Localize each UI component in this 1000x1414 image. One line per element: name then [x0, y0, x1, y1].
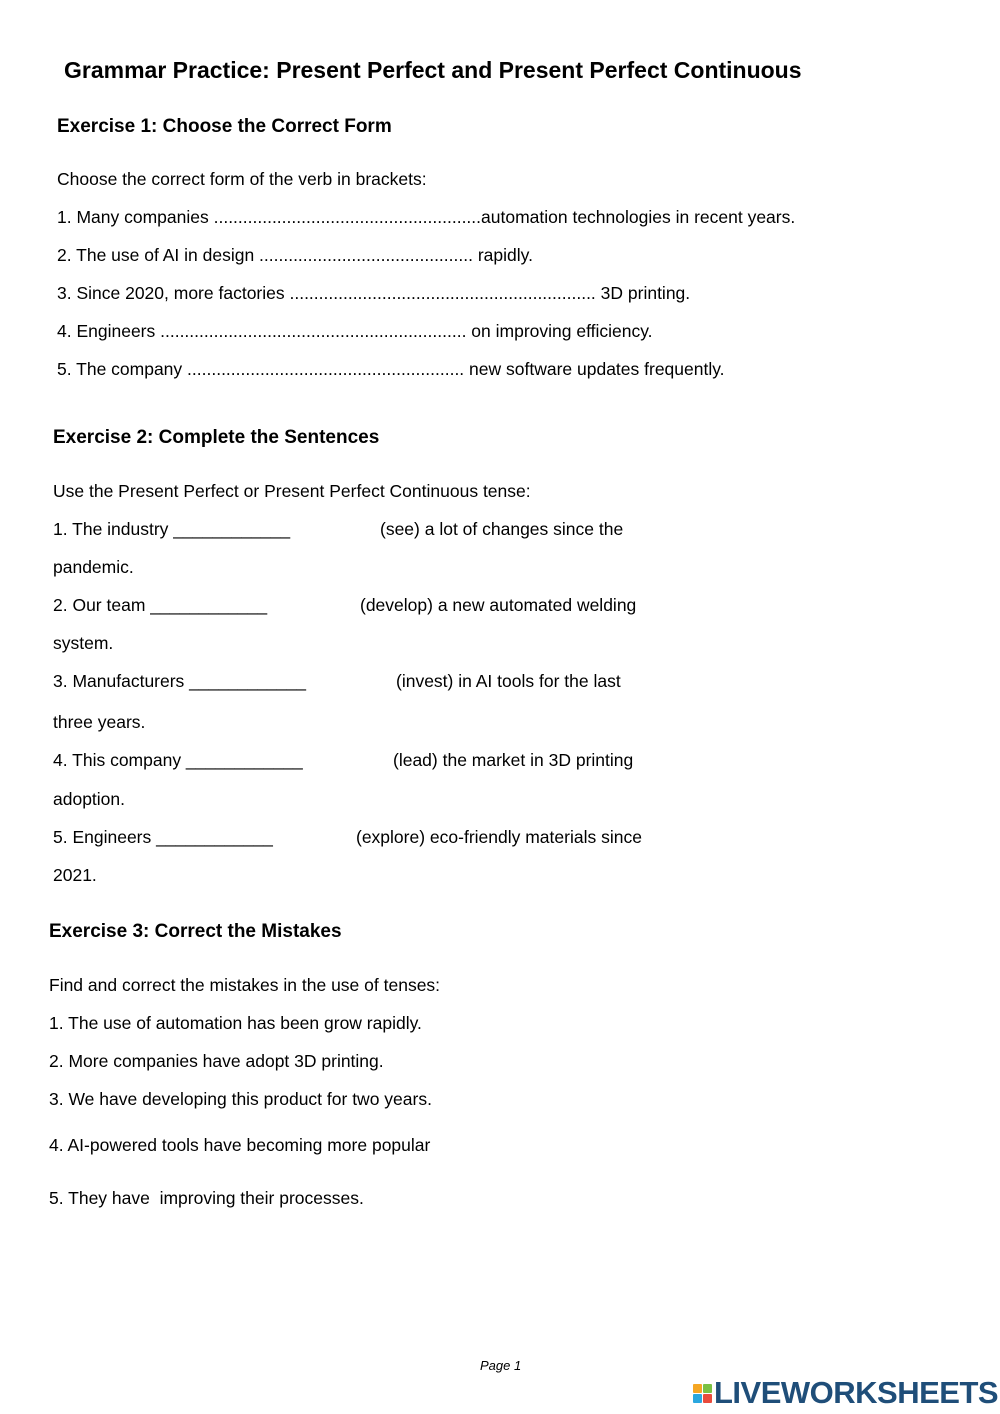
exercise3-item: 1. The use of automation has been grow rapidly. — [49, 1013, 422, 1033]
exercise3-item: 2. More companies have adopt 3D printing. — [49, 1051, 384, 1071]
exercise2-item-verb: (invest) in AI tools for the last — [396, 671, 621, 691]
liveworksheets-logo[interactable] — [693, 1375, 998, 1411]
logo-text: LIVEWORKSHEETS — [714, 1375, 999, 1410]
exercise2-item-verb: (explore) eco-friendly materials since — [356, 827, 642, 847]
exercise1-item: 1. Many companies .......................................................automation technologies in recent years. — [57, 207, 796, 227]
exercise2-instruction: Use the Present Perfect or Present Perfect Continuous tense: — [53, 481, 531, 501]
exercise2-item-cont: 2021. — [53, 865, 97, 885]
exercise2-item-start: 2. Our team ____________ — [53, 595, 268, 615]
exercise2-item-start: 4. This company ____________ — [53, 750, 303, 770]
exercise2-item-start: 1. The industry ____________ — [53, 519, 291, 539]
exercise1-heading: Exercise 1: Choose the Correct Form — [57, 116, 392, 137]
exercise1-item: 4. Engineers ............................................................... on improving efficiency. — [57, 321, 653, 341]
exercise2-item-verb: (lead) the market in 3D printing — [393, 750, 634, 770]
liveworksheets-logo-icon — [693, 1384, 712, 1403]
exercise2-item-cont: pandemic. — [53, 557, 134, 577]
exercise3-item: 4. AI-powered tools have becoming more popular — [49, 1135, 431, 1155]
exercise2-heading: Exercise 2: Complete the Sentences — [53, 427, 380, 448]
exercise3-item: 5. They have improving their processes. — [49, 1188, 364, 1208]
exercise2-item-cont: system. — [53, 633, 114, 653]
exercise3-item: 3. We have developing this product for two years. — [49, 1089, 432, 1109]
exercise2-item-cont: adoption. — [53, 789, 126, 809]
exercise1-item: 2. The use of AI in design ............................................ rapidly. — [57, 245, 533, 265]
exercise2-item-verb: (see) a lot of changes since the — [380, 519, 624, 539]
page-number: Page 1 — [480, 1358, 522, 1373]
exercise2-item-start: 3. Manufacturers ____________ — [53, 671, 306, 691]
exercise3-instruction: Find and correct the mistakes in the use of tenses: — [49, 975, 441, 995]
exercise1-item: 5. The company ......................................................... new software updates frequently. — [57, 359, 725, 379]
exercise2-item-cont: three years. — [53, 712, 146, 732]
exercise2-item-verb: (develop) a new automated welding — [360, 595, 637, 615]
exercise3-heading: Exercise 3: Correct the Mistakes — [49, 921, 342, 942]
exercise2-item-start: 5. Engineers ____________ — [53, 827, 273, 847]
page-title: Grammar Practice: Present Perfect and Present Perfect Continuous — [64, 57, 802, 83]
exercise1-instruction: Choose the correct form of the verb in brackets: — [57, 169, 427, 189]
exercise1-item: 3. Since 2020, more factories ............................................................... 3D printing. — [57, 283, 691, 303]
